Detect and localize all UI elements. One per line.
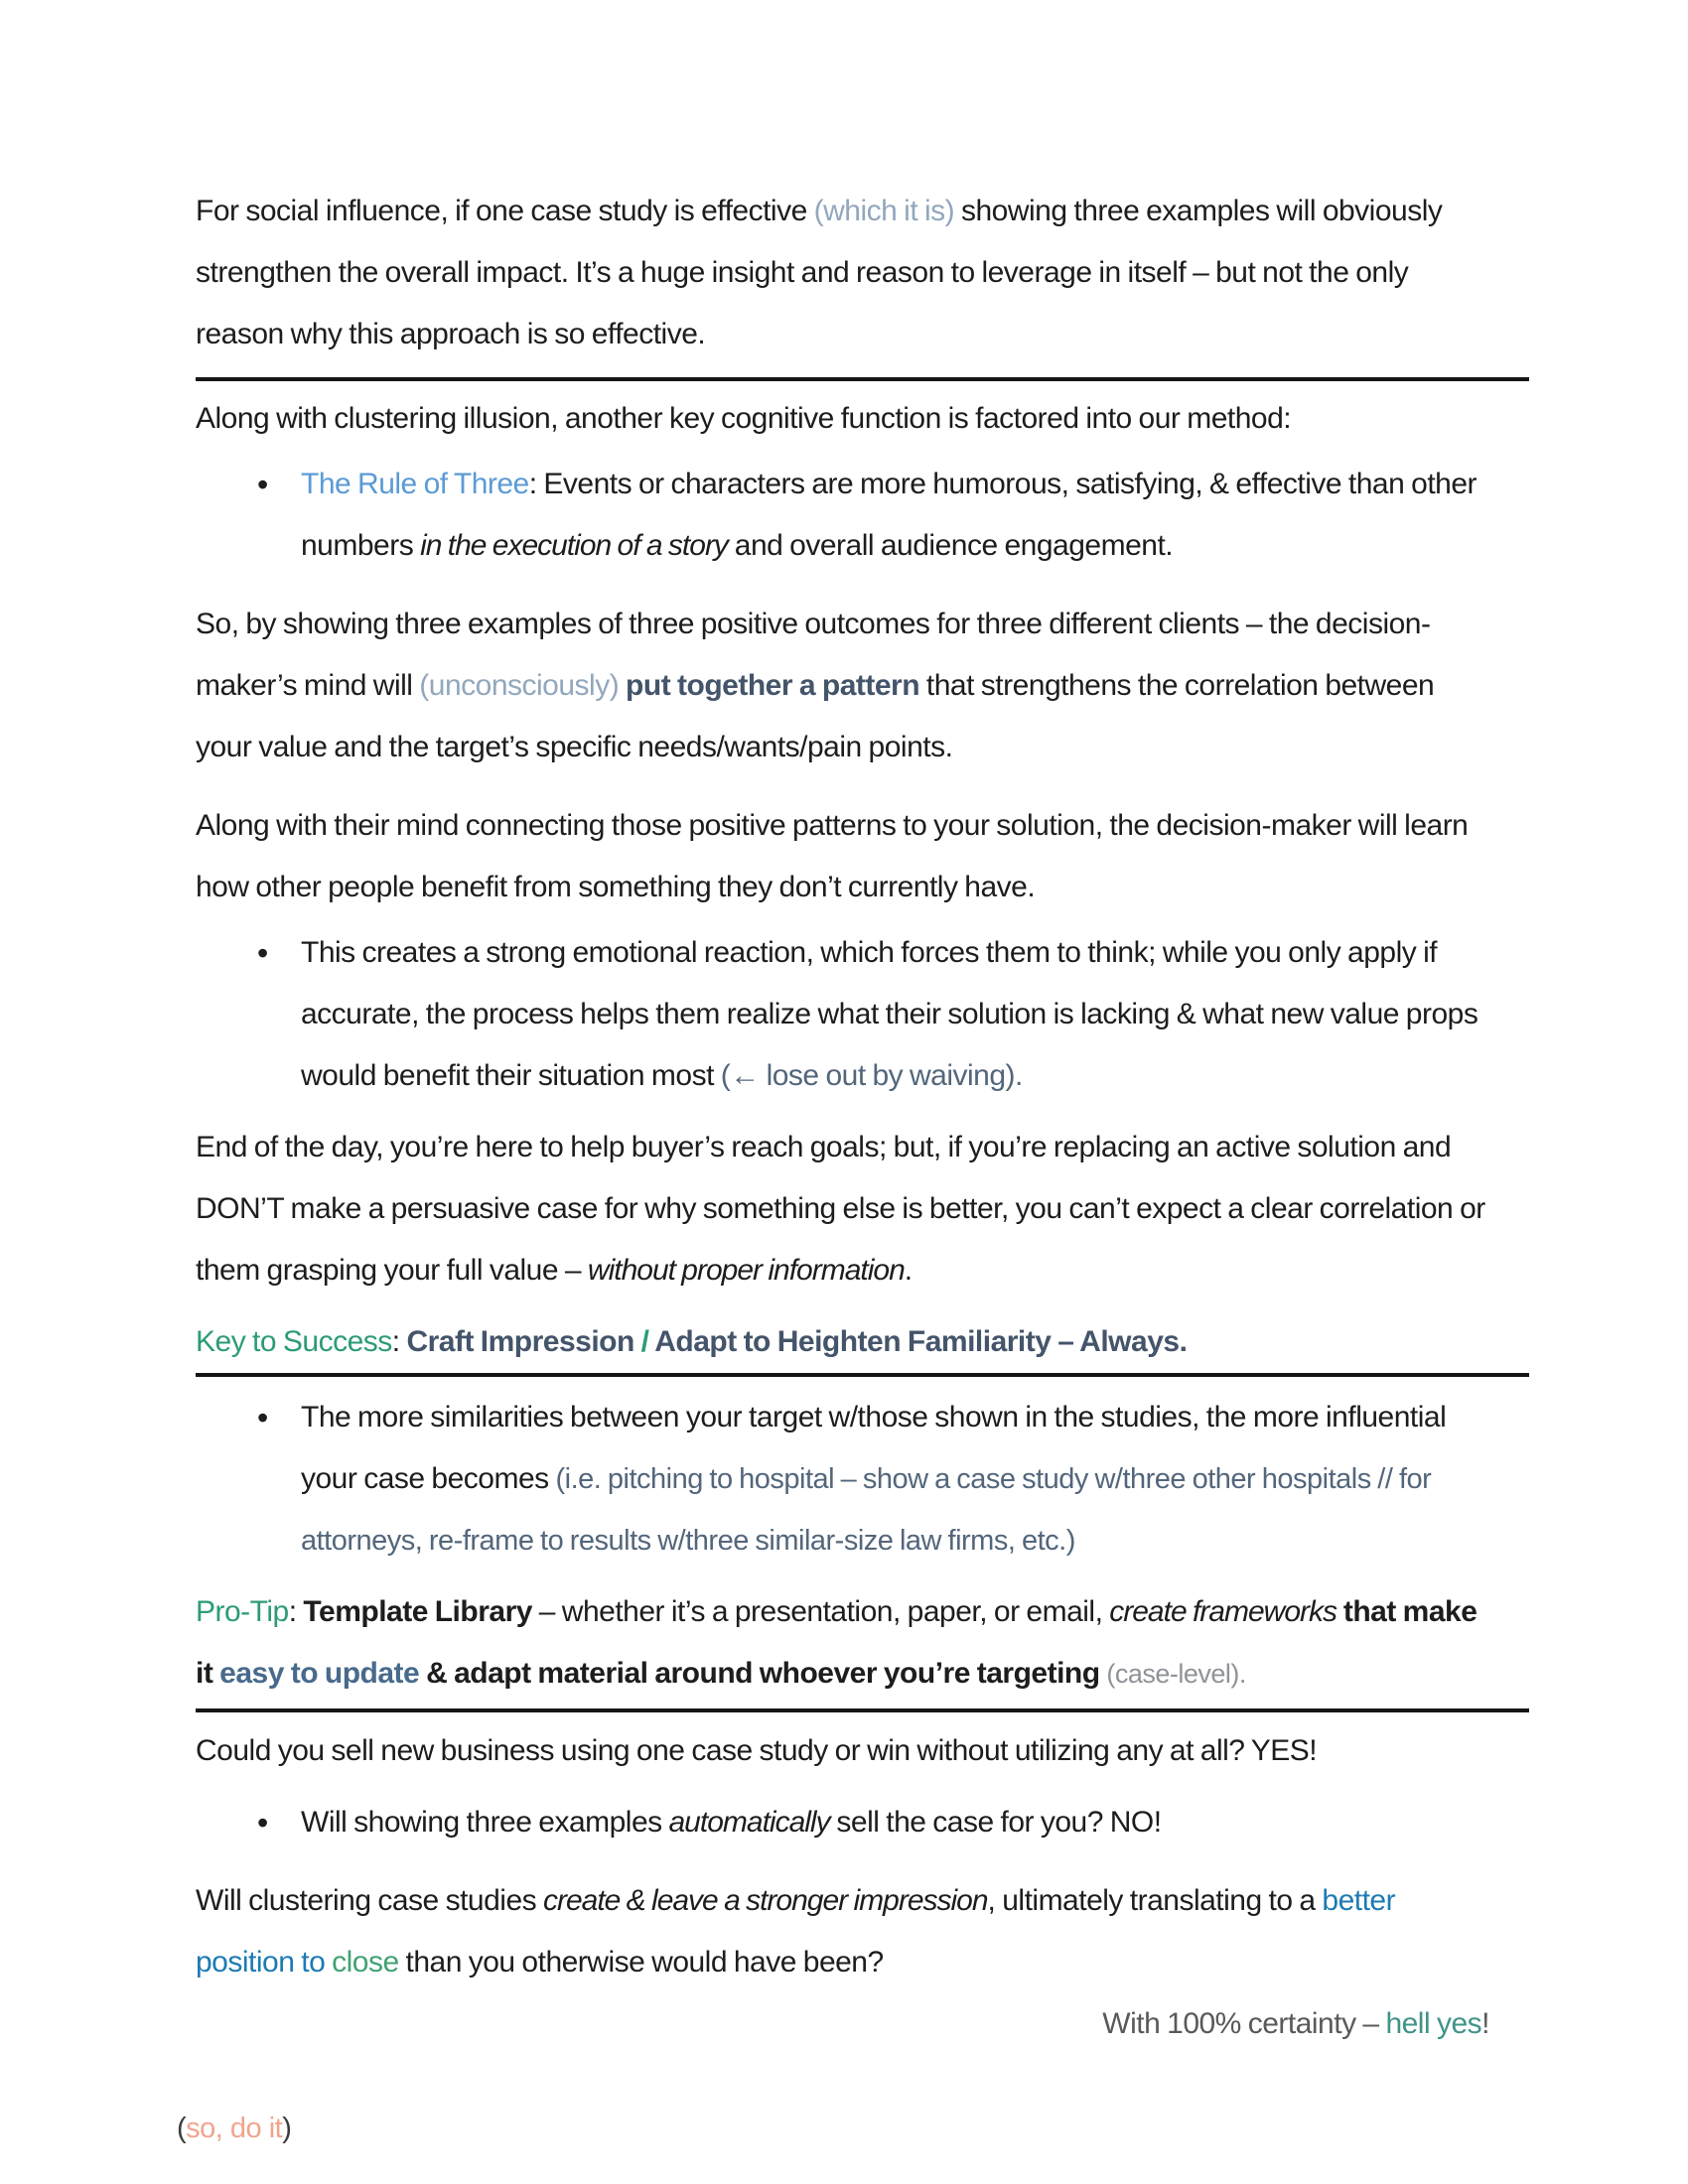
highlight-close: close [332, 1946, 399, 1979]
text-run: sell the case for you? NO! [829, 1806, 1162, 1839]
italic-without-proper-information: without proper information [587, 1254, 905, 1287]
bullet-list-emotional-reaction [196, 922, 1529, 1107]
text-run: showing three examples will obviously strengthen the overall impact. It’s a huge insight and reason to leverage in itself – but not the only reason why this approach is so effective. [196, 195, 1443, 350]
bullet-list-will-showing [196, 1792, 1529, 1853]
highlight-hell-yes: hell yes [1385, 2007, 1482, 2040]
label-key-to-success: Key to Success [196, 1325, 392, 1358]
highlight-rule-of-three: The Rule of Three [301, 468, 529, 500]
text-run: – whether it’s a presentation, paper, or email, [531, 1595, 1110, 1628]
text-run: : [288, 1595, 304, 1628]
paragraph-mind-connecting [196, 795, 1529, 918]
slash-separator: / [640, 1325, 649, 1358]
text-run: than you otherwise would have been? [398, 1946, 884, 1979]
text-run: . [904, 1254, 913, 1287]
bullet-will-showing [196, 1792, 1489, 1853]
text-run: , ultimately translating to a [987, 1884, 1323, 1917]
italic-execution-of-story: in the execution of a story [420, 529, 728, 562]
bullet-rule-of-three [196, 454, 1489, 577]
italic-automatically: automatically [668, 1806, 830, 1839]
paragraph-could-you-sell [196, 1720, 1529, 1782]
highlight-template-library: Template Library [303, 1595, 532, 1628]
section-divider-1 [196, 377, 1529, 381]
text-run: ! [1481, 2007, 1489, 2040]
paragraph-will-clustering [196, 1870, 1529, 1993]
italic-stronger-impression: create & leave a stronger impression [542, 1884, 988, 1917]
text-run: : [391, 1325, 407, 1358]
highlight-craft-impression: Craft Impression [406, 1325, 641, 1358]
text-run: End of the day, you’re here to help buyer’s reach goals; but, if you’re replacing an active solution and DON’T make a persuasive case for why something else is better, you can’t expect a clear correlation or them grasping your full value – [196, 1131, 1485, 1287]
italic-create-frameworks: create frameworks [1109, 1595, 1336, 1628]
paragraph-end-of-day [196, 1117, 1529, 1301]
closing-line [196, 1993, 1529, 2055]
text-run: The more similarities between your target w/those shown in the studies, the more influential your case becomes [301, 1401, 1447, 1495]
highlight-put-together-pattern: put together a pattern [626, 669, 920, 702]
aside-which-it-is: (which it is) [813, 195, 955, 227]
footer-so-do-it: so, do it [186, 2113, 283, 2144]
paragraph-pro-tip [196, 1581, 1529, 1705]
paren-open: ( [177, 2113, 187, 2144]
text-run: that strengthens the correlation between your value and the target’s specific needs/wants/pain points. [196, 669, 1435, 763]
paragraph-clustering-illusion [196, 388, 1529, 450]
highlight-easy-to-update: easy to update [219, 1657, 420, 1690]
highlight-adapt-material: & adapt material around whoever you’re targeting [419, 1657, 1107, 1690]
text-run [1336, 1595, 1343, 1628]
bullet-list-similarities [196, 1387, 1529, 1571]
label-pro-tip: Pro-Tip [196, 1595, 289, 1628]
text-run: Could you sell new business using one case study or win without utilizing any at all? YES! [196, 1734, 1318, 1767]
aside-case-level: (case-level). [1106, 1659, 1246, 1689]
footer-note [177, 2113, 291, 2145]
section-divider-3 [196, 1708, 1529, 1712]
aside-unconsciously: (unconsciously) [419, 669, 620, 702]
bullet-emotional-reaction [196, 922, 1489, 1107]
highlight-adapt-familiarity: Adapt to Heighten Familiarity – Always. [648, 1325, 1188, 1358]
text-run: For social influence, if one case study is effective [196, 195, 814, 227]
text-run: Will clustering case studies [196, 1884, 543, 1917]
paragraph-social-influence [196, 181, 1529, 365]
paragraph-pattern [196, 594, 1529, 778]
text-run: With 100% certainty – [1102, 2007, 1386, 2040]
text-run: : Events or characters are more humorous, satisfying, & effective than other numbers [301, 468, 1477, 562]
text-run: So, by showing three examples of three positive outcomes for three different clients – the decision-maker’s mind will [196, 608, 1431, 702]
highlight-better-position-to: better position to [196, 1884, 1396, 1979]
section-divider-2 [196, 1373, 1529, 1377]
text-run: Along with clustering illusion, another key cognitive function is factored into our method: [196, 402, 1292, 435]
highlight-that-make-it: that make it [196, 1595, 1477, 1690]
paren-close: ) [282, 2113, 292, 2144]
aside-hospital-example: (i.e. pitching to hospital – show a case study w/three other hospitals // for attorneys, re-frame to results w/three similar-size law firms, etc.) [301, 1463, 1432, 1557]
text-run: Will showing three examples [301, 1806, 669, 1839]
key-to-success-line [196, 1311, 1529, 1373]
bullet-similarities [196, 1387, 1489, 1571]
document-body [196, 181, 1529, 2055]
text-run: and overall audience engagement. [727, 529, 1174, 562]
text-run: This creates a strong emotional reaction, which forces them to think; while you only apply if accurate, the process helps them realize what their solution is lacking & what new value props would benefit their situation most [301, 936, 1478, 1092]
text-run: Along with their mind connecting those positive patterns to your solution, the decision-maker will learn how other people benefit from something they don’t currently have. [196, 809, 1469, 903]
aside-lose-out-by-waiving: (← lose out by waiving). [720, 1059, 1023, 1092]
bullet-list-rule-of-three [196, 454, 1529, 577]
